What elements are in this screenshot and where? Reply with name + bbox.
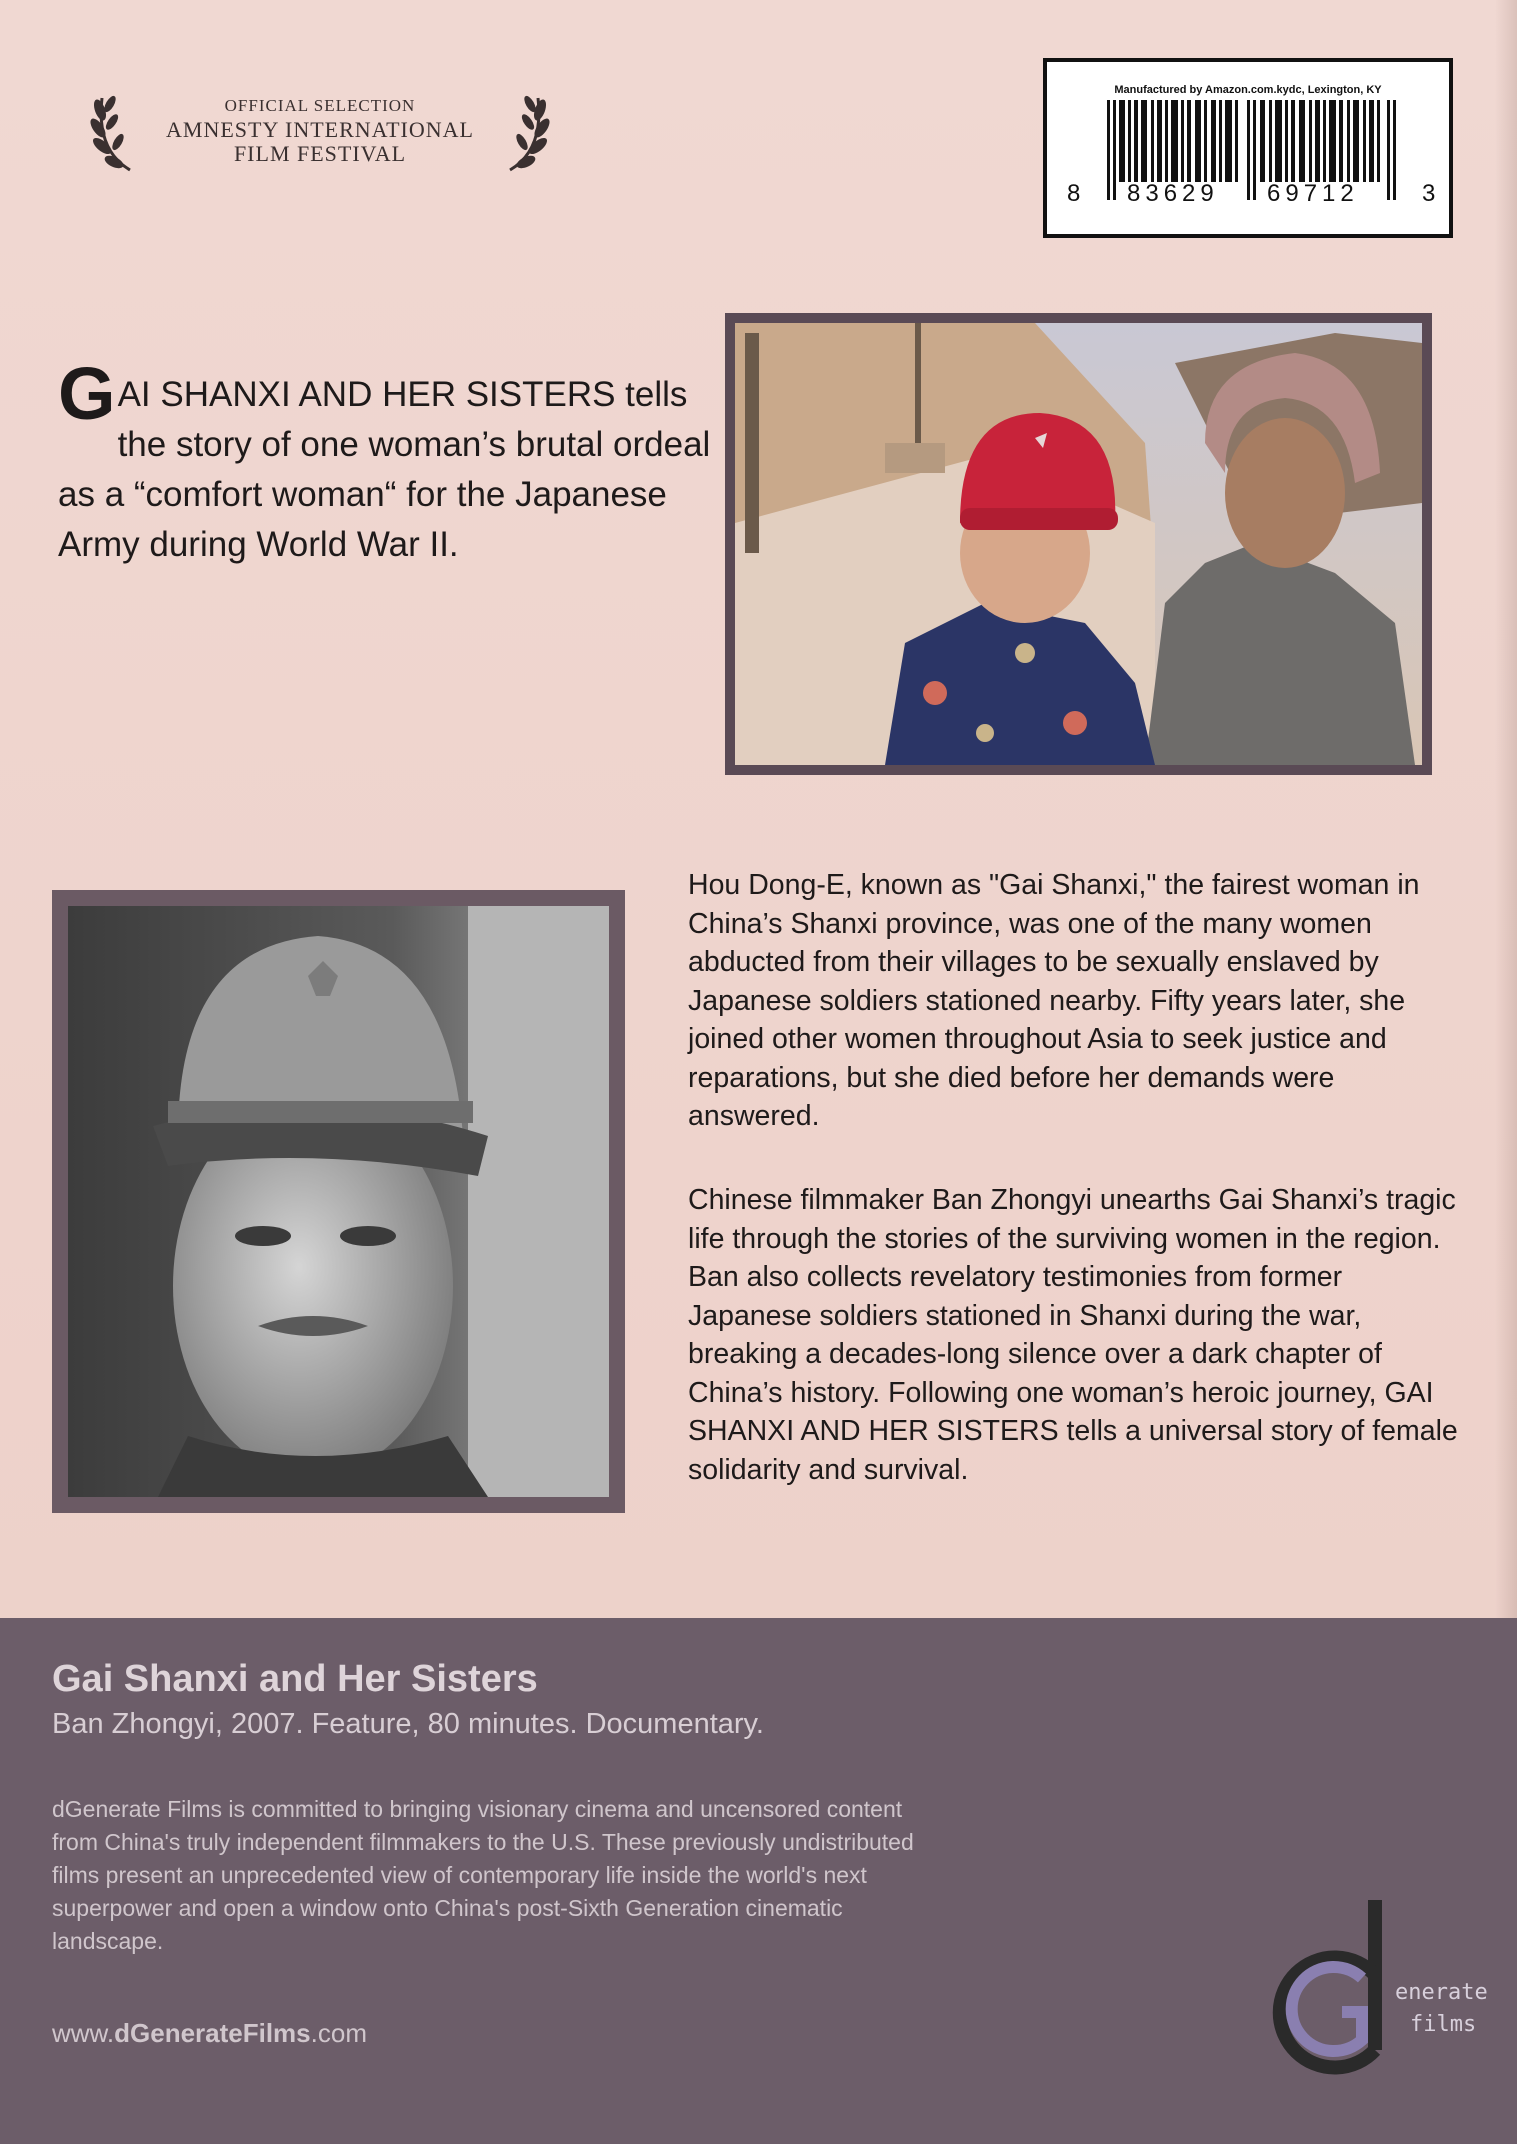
film-credits: Ban Zhongyi, 2007. Feature, 80 minutes. Documentary.: [52, 1708, 764, 1740]
barcode-digit-left: 8: [1067, 180, 1081, 207]
laurel-line-3: FILM FESTIVAL: [233, 141, 407, 166]
photo-woman-with-child: [725, 313, 1432, 775]
synopsis-paragraph-2: Chinese filmmaker Ban Zhongyi unearths Gai Shanxi’s tragic life through the stories of the surviving women in the region. Ban also collects revelatory testimonies from former Japanese soldiers stationed in Shanxi during the war, breaking a decades-long silence over a dark chapter of China’s history. Following one woman’s heroic journey, GAI SHANXI AND HER SISTERS tells a universal story of female solidarity and survival.: [688, 1184, 1458, 1486]
laurel-line-2: AMNESTY INTERNATIONAL: [166, 117, 474, 142]
soldier-photo-image: [68, 906, 609, 1497]
intro-text: AI SHANXI AND HER SISTERS tells the story of one woman’s brutal ordeal as a “comfort woman“ for the Japanese Army during World War II.: [58, 375, 711, 564]
woman-child-photo-image: [735, 323, 1422, 765]
laurel-right-icon: [502, 90, 550, 174]
drop-cap: G: [58, 352, 116, 435]
website-url: [52, 2018, 367, 2049]
distributor-description: dGenerate Films is committed to bringing visionary cinema and uncensored content from China's truly independent filmmakers to the U.S. These previously undistributed films present an unprecedented view of contemporary life inside the world's next superpower and open a window onto China's post-Sixth Generation cinematic landscape.: [52, 1796, 914, 1954]
photo-japanese-soldier: [52, 890, 625, 1513]
dgenerate-logo: [1250, 1900, 1488, 2080]
synopsis-paragraph-1: Hou Dong-E, known as "Gai Shanxi," the fairest woman in China’s Shanxi province, was one of the many women abducted from their villages to be sexually enslaved by Japanese soldiers stationed nearby. Fifty years later, she joined other women throughout Asia to seek justice and reparations, but she died before her demands were answered.: [688, 869, 1420, 1132]
festival-laurel: [90, 88, 550, 174]
laurel-left-icon: [90, 90, 138, 174]
web-suffix: .com: [310, 2018, 367, 2048]
logo-word-films: films: [1410, 2012, 1477, 2037]
barcode-sticker: [1043, 58, 1453, 238]
logo-word-enerate: enerate: [1395, 1980, 1488, 2005]
barcode-digits-b: 69712: [1267, 180, 1359, 207]
barcode-digit-right: 3: [1422, 180, 1436, 207]
film-title: Gai Shanxi and Her Sisters: [52, 1658, 538, 1700]
web-bold: dGenerateFilms: [114, 2018, 311, 2048]
intro-text-block: [58, 352, 718, 570]
laurel-text: [140, 94, 500, 166]
barcode-digits-a: 83629: [1127, 180, 1219, 207]
web-prefix: www.: [52, 2018, 115, 2048]
manufacturer-text: Manufactured by Amazon.com.kydc, Lexington, KY: [1114, 84, 1382, 96]
laurel-line-1: OFFICIAL SELECTION: [224, 96, 416, 115]
